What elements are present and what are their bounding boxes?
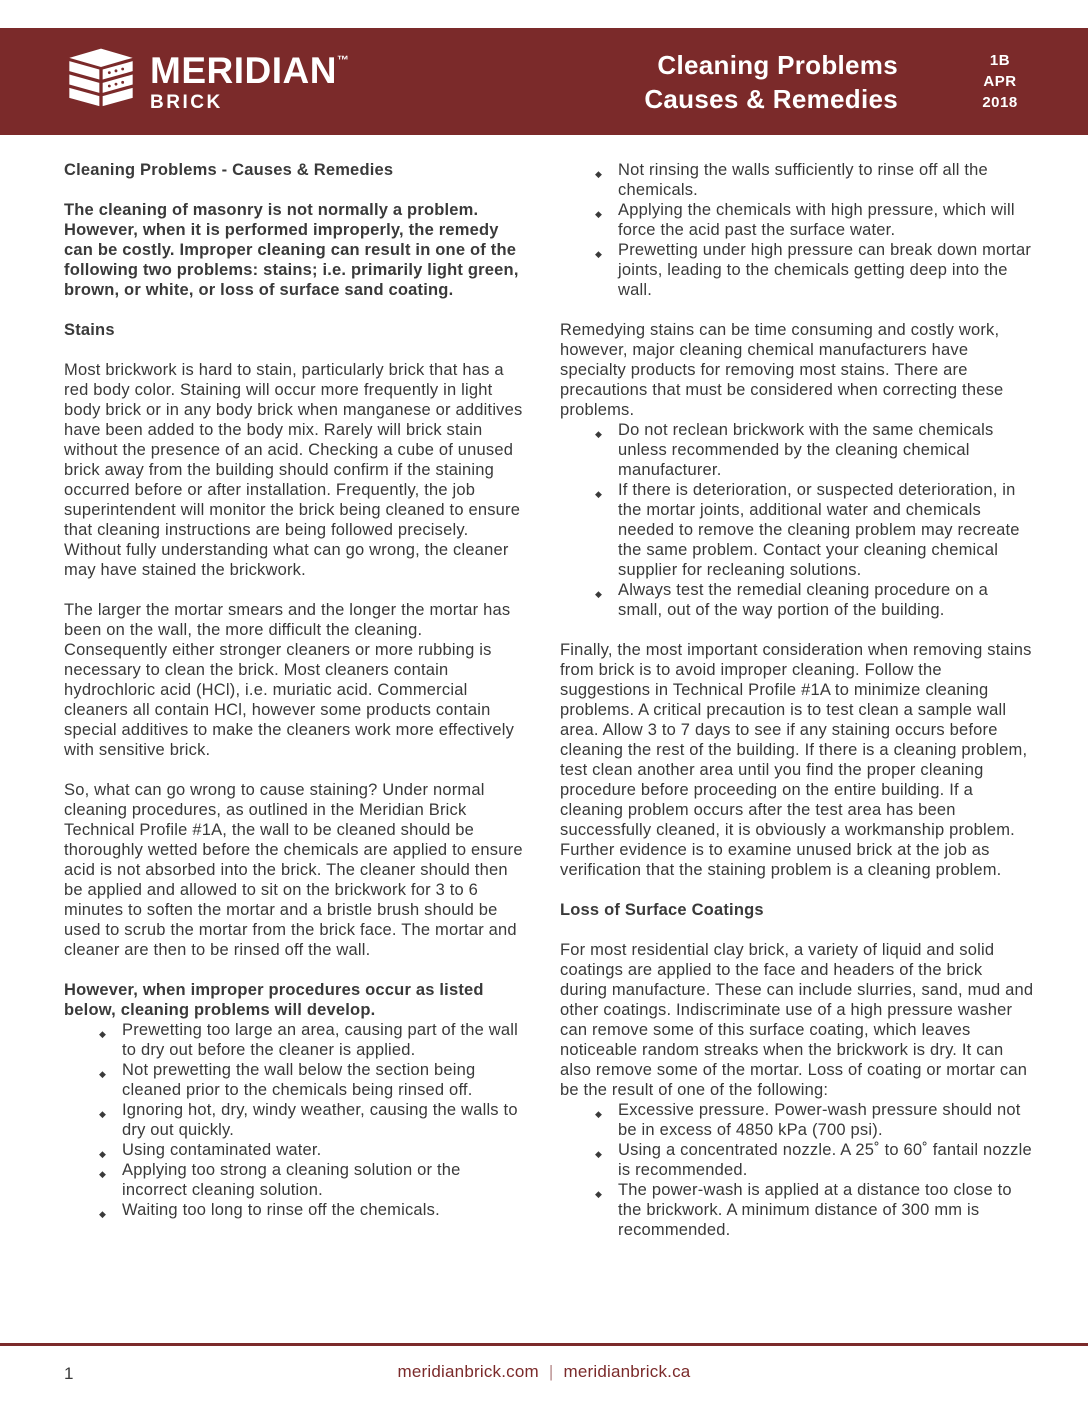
- list-item-text: Not prewetting the wall below the section being cleaned prior to the chemicals being rinsed off.: [122, 1061, 476, 1099]
- left-column: [64, 160, 524, 1260]
- list-item: [560, 160, 1034, 200]
- list-item-text: Applying too strong a cleaning solution or the incorrect cleaning solution.: [122, 1161, 461, 1199]
- list-item: [64, 1200, 524, 1220]
- document-title: [644, 48, 898, 116]
- logo-text: [150, 49, 350, 113]
- section-heading: Stains: [64, 321, 115, 339]
- document-revision-block: [968, 50, 1032, 113]
- brand-name: [150, 49, 350, 91]
- bullet-diamond-icon: ◆: [595, 589, 603, 599]
- right-column: [560, 160, 1034, 1260]
- list-item: [560, 240, 1034, 300]
- list-item: [64, 1160, 524, 1200]
- bullet-diamond-icon: ◆: [99, 1169, 107, 1179]
- header-band: [0, 28, 1088, 135]
- section-heading: Cleaning Problems - Causes & Remedies: [64, 161, 394, 179]
- profile-number: 1B: [989, 52, 1011, 69]
- paragraph: So, what can go wrong to cause staining? Under normal cleaning procedures, as outlined in the Meridian Brick Technical Profile #1A, the wall to be cleaned should be thoroughly wetted before the chemicals are applied to ensure acid is not absorbed into the brick. The cleaner should then be applied and allowed to sit on the brickwork for 3 to 6 minutes to soften the mortar and a bristle brush should be used to scrub the mortar from the brick face. The mortar and cleaner are then to be rinsed off the wall.: [64, 781, 523, 959]
- list-item: [560, 420, 1034, 480]
- list-item-text: The power-wash is applied at a distance too close to the brickwork. A minimum distance of 300 mm is recommended.: [618, 1181, 1012, 1239]
- list-item: [560, 580, 1034, 620]
- list-item: [560, 1100, 1034, 1140]
- list-item: [64, 1020, 524, 1060]
- bullet-diamond-icon: ◆: [595, 1149, 603, 1159]
- lead-paragraph: However, when improper procedures occur as listed below, cleaning problems will develop.: [64, 981, 484, 1019]
- list-item-text: Prewetting too large an area, causing part of the wall to dry out before the cleaner is applied.: [122, 1021, 519, 1059]
- brand-name-text: MERIDIAN: [150, 49, 337, 91]
- list-item: [64, 1140, 524, 1160]
- footer-rule: [0, 1343, 1088, 1346]
- list-item-text: Using contaminated water.: [122, 1141, 322, 1159]
- brand-sub-name: BRICK: [150, 91, 223, 113]
- trademark-symbol: ™: [336, 52, 350, 67]
- paragraph: Remedying stains can be time consuming and costly work, however, major cleaning chemical manufacturers have specialty products for removing most stains. There are precautions that must be considered when correcting these problems.: [560, 321, 1004, 419]
- list-item-text: Do not reclean brickwork with the same chemicals unless recommended by the cleaning chemical manufacturer.: [618, 421, 994, 479]
- bullet-diamond-icon: ◆: [99, 1149, 107, 1159]
- link-meridianbrick-com[interactable]: meridianbrick.com: [397, 1362, 539, 1381]
- list-item-text: Prewetting under high pressure can break down mortar joints, leading to the chemicals getting deep into the wall.: [618, 241, 1032, 299]
- list-item-text: Using a concentrated nozzle. A 25˚ to 60˚ fantail nozzle is recommended.: [618, 1141, 1032, 1179]
- list-item-text: Always test the remedial cleaning procedure on a small, out of the way portion of the building.: [618, 581, 989, 619]
- bullet-list: [560, 420, 1034, 620]
- bullet-diamond-icon: ◆: [595, 1109, 603, 1119]
- list-item-text: If there is deterioration, or suspected deterioration, in the mortar joints, additional water and chemicals needed to remove the cleaning problem may recreate the same problem. Contact your cleaning chemical supplier for recleaning solutions.: [618, 481, 1020, 579]
- list-item: [560, 1140, 1034, 1180]
- list-item: [64, 1100, 524, 1140]
- link-meridianbrick-ca[interactable]: meridianbrick.ca: [563, 1362, 691, 1381]
- footer: [0, 1362, 1088, 1392]
- footer-separator: |: [548, 1362, 554, 1381]
- bullet-diamond-icon: ◆: [595, 249, 603, 259]
- bullet-diamond-icon: ◆: [595, 209, 603, 219]
- list-item: [64, 1060, 524, 1100]
- list-item-text: Applying the chemicals with high pressure, which will force the acid past the surface water.: [618, 201, 1015, 239]
- paragraph: For most residential clay brick, a variety of liquid and solid coatings are applied to the face and headers of the brick during manufacture. These can include slurries, sand, mud and other coatings. Indiscriminate use of a high pressure washer can remove some of this surface coating, which leaves noticeable random streaks when the brickwork is dry. It can also remove some of the mortar. Loss of coating or mortar can be the result of one of the following:: [560, 941, 1034, 1099]
- lead-paragraph: The cleaning of masonry is not normally a problem. However, when it is performed improperly, the remedy can be costly. Improper cleaning can result in one of the following two problems: stains; i.e. primarily light green, brown, or white, or loss of surface sand coating.: [64, 201, 519, 299]
- bullet-diamond-icon: ◆: [99, 1069, 107, 1079]
- list-item-text: Excessive pressure. Power-wash pressure should not be in excess of 4850 kPa (700 psi).: [618, 1101, 1021, 1139]
- brand-logo: [64, 47, 349, 117]
- footer-links: [0, 1362, 1088, 1382]
- revision-month: APR: [983, 73, 1017, 90]
- paragraph: Finally, the most important consideration when removing stains from brick is to avoid improper cleaning. Follow the suggestions in Technical Profile #1A to minimize cleaning problems. A critical precaution is to test clean a sample wall area. Allow 3 to 7 days to see if any staining occurs before cleaning the rest of the building. If there is a cleaning problem, test clean another area until you find the proper cleaning procedure before proceeding on the entire building. If a cleaning problem occurs after the test area has been successfully cleaned, it is obviously a workmanship problem. Further evidence is to examine unused brick at the job as verification that the staining problem is a cleaning problem.: [560, 641, 1032, 879]
- bullet-diamond-icon: ◆: [595, 429, 603, 439]
- list-item: [560, 200, 1034, 240]
- bullet-list: [64, 1020, 524, 1220]
- list-item-text: Ignoring hot, dry, windy weather, causing the walls to dry out quickly.: [122, 1101, 518, 1139]
- bullet-diamond-icon: ◆: [595, 489, 603, 499]
- bullet-list: [560, 160, 1034, 300]
- list-item: [560, 1180, 1034, 1240]
- paragraph: Most brickwork is hard to stain, particularly brick that has a red body color. Staining will occur more frequently in light body brick or in any body brick when manganese or additives have been added to the body mix. Rarely will brick stain without the presence of an acid. Checking a cube of unused brick away from the building should confirm if the staining occurred before or after installation. Frequently, the job superintendent will monitor the brick being cleaned to ensure that cleaning instructions are being followed precisely. Without fully understanding what can go wrong, the cleaner may have stained the brickwork.: [64, 361, 523, 579]
- bullet-list: [560, 1100, 1034, 1240]
- bullet-diamond-icon: ◆: [595, 169, 603, 179]
- revision-year: 2018: [982, 94, 1018, 111]
- bullet-diamond-icon: ◆: [99, 1209, 107, 1219]
- document-title-line1: Cleaning Problems: [657, 49, 898, 80]
- list-item-text: Not rinsing the walls sufficiently to rinse off all the chemicals.: [618, 161, 988, 199]
- paragraph: The larger the mortar smears and the longer the mortar has been on the wall, the more difficult the cleaning. Consequently either stronger cleaners or more rubbing is necessary to clean the brick. Most cleaners contain hydrochloric acid (HCl), i.e. muriatic acid. Commercial cleaners all contain HCl, however some products contain special additives to make the cleaners work more effectively with sensitive brick.: [64, 601, 515, 759]
- page-number: 1: [64, 1364, 74, 1383]
- list-item-text: Waiting too long to rinse off the chemicals.: [122, 1201, 440, 1219]
- document-body: [64, 160, 1034, 1260]
- list-item: [560, 480, 1034, 580]
- document-title-line2: Causes & Remedies: [644, 83, 898, 114]
- bullet-diamond-icon: ◆: [99, 1029, 107, 1039]
- brick-stack-icon: [64, 47, 138, 117]
- section-heading: Loss of Surface Coatings: [560, 901, 764, 919]
- bullet-diamond-icon: ◆: [99, 1109, 107, 1119]
- bullet-diamond-icon: ◆: [595, 1189, 603, 1199]
